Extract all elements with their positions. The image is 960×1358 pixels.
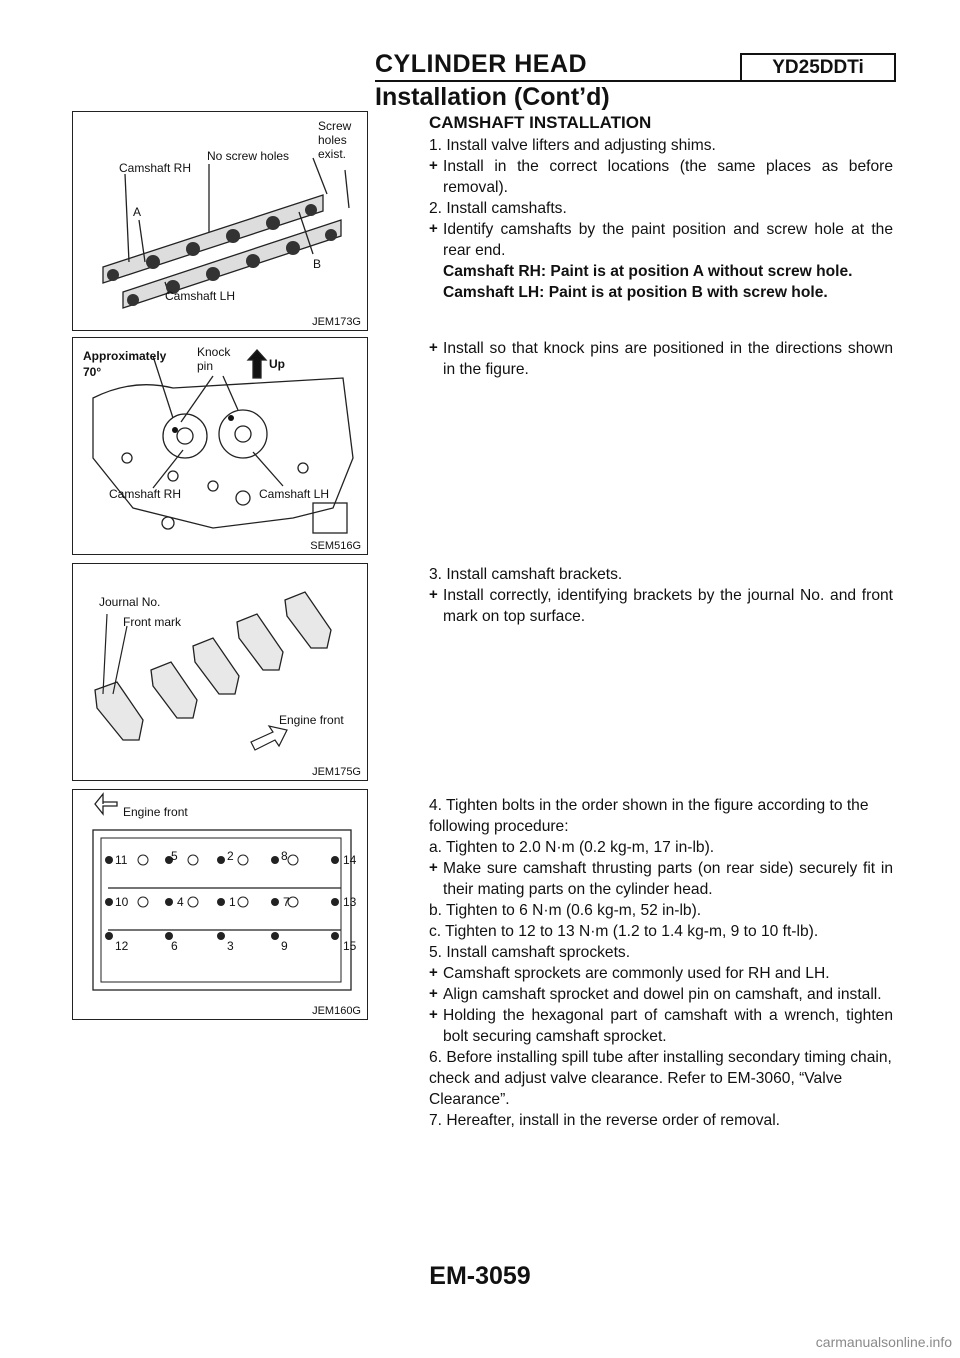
note-bullet: + Install in the correct locations (the same places as before removal). — [429, 156, 893, 198]
procedure-heading: CAMSHAFT INSTALLATION — [429, 113, 652, 132]
label-engine-front: Engine front — [279, 713, 344, 727]
watermark: carmanualsonline.info — [815, 1334, 952, 1350]
bolt-9: 9 — [281, 939, 288, 953]
bolt-12: 12 — [115, 939, 129, 953]
figure-code: JEM160G — [312, 1005, 361, 1017]
page-number: EM-3059 — [429, 1262, 531, 1290]
bolt-order-illustration — [73, 790, 367, 1019]
note-bullet: + Make sure camshaft thrusting parts (on rear side) securely fit in their mating parts on the cylinder head. — [429, 858, 893, 900]
bolt-4: 4 — [177, 895, 184, 909]
bolt-14: 14 — [343, 853, 357, 867]
step-1: 1. Install valve lifters and adjusting shims. — [429, 137, 716, 154]
label-journal-no: Journal No. — [99, 595, 161, 609]
figure-code: JEM175G — [312, 766, 361, 778]
spec-camshaft-lh: Camshaft LH: Paint is at position B with screw hole. — [443, 284, 828, 301]
step-3: 3. Install camshaft brackets. — [429, 566, 623, 583]
label-pin: pin — [197, 359, 214, 373]
figure-code: SEM516G — [310, 540, 361, 552]
note-bullet: + Install so that knock pins are positioned in the directions shown in the figure. — [429, 338, 893, 380]
label-engine-front: Engine front — [123, 805, 188, 819]
label-knock: Knock — [197, 345, 231, 359]
bolt-15: 15 — [343, 939, 357, 953]
label-up: Up — [269, 357, 285, 371]
step-4c: c. Tighten to 12 to 13 N·m (1.2 to 1.4 kg-m, 9 to 10 ft-lb). — [429, 923, 819, 940]
camshaft-brackets-illustration — [73, 564, 367, 780]
bolt-7: 7 — [283, 895, 290, 909]
note-bullet: + Camshaft sprockets are commonly used for RH and LH. — [429, 963, 893, 984]
section-knock-pins — [429, 338, 893, 380]
label-b: B — [313, 257, 322, 271]
label-holes: holes — [318, 133, 347, 147]
label-camshaft-lh: Camshaft LH — [259, 487, 330, 501]
bolt-6: 6 — [171, 939, 178, 953]
label-approximately: Approximately — [83, 349, 167, 363]
section-subtitle: Installation (Cont’d) — [375, 83, 610, 111]
bolt-11: 11 — [115, 853, 128, 867]
header-rule — [375, 80, 893, 82]
bolt-13: 13 — [343, 895, 357, 909]
label-a: A — [133, 205, 142, 219]
label-camshaft-rh: Camshaft RH — [109, 487, 182, 501]
label-70-degrees: 70° — [83, 365, 102, 379]
label-camshaft-rh: Camshaft RH — [119, 161, 192, 175]
section-tighten — [429, 795, 893, 1131]
note-bullet: + Identify camshafts by the paint position and screw hole at the rear end. — [429, 219, 893, 261]
figure-code: JEM173G — [312, 316, 361, 328]
section-brackets — [429, 564, 893, 627]
section-title: CYLINDER HEAD — [375, 50, 588, 78]
label-exist: exist. — [318, 147, 347, 161]
step-4a: a. Tighten to 2.0 N·m (0.2 kg-m, 17 in-lb). — [429, 839, 715, 856]
bolt-10: 10 — [115, 895, 129, 909]
figure-bolt-order — [72, 789, 368, 1020]
knock-pins-illustration — [73, 338, 367, 554]
bolt-3: 3 — [227, 939, 234, 953]
note-bullet: + Align camshaft sprocket and dowel pin on camshaft, and install. — [429, 984, 893, 1005]
step-4b: b. Tighten to 6 N·m (0.6 kg-m, 52 in-lb). — [429, 902, 702, 919]
engine-tag: YD25DDTi — [740, 53, 896, 82]
label-front-mark: Front mark — [123, 615, 182, 629]
bolt-2: 2 — [227, 849, 234, 863]
label-screw: Screw — [318, 119, 352, 133]
step-5: 5. Install camshaft sprockets. — [429, 944, 631, 961]
figure-camshaft-brackets — [72, 563, 368, 781]
note-bullet: + Holding the hexagonal part of camshaft with a wrench, tighten bolt securing camshaft sprocket. — [429, 1005, 893, 1047]
figure-knock-pins — [72, 337, 368, 555]
bolt-5: 5 — [171, 849, 178, 863]
spec-camshaft-rh: Camshaft RH: Paint is at position A without screw hole. — [443, 263, 853, 280]
label-camshaft-lh: Camshaft LH — [165, 289, 236, 303]
bolt-8: 8 — [281, 849, 288, 863]
step-2: 2. Install camshafts. — [429, 200, 567, 217]
figure-camshafts — [72, 111, 368, 331]
step-6: 6. Before installing spill tube after installing secondary timing chain, check and adjust valve clearance. Refer to EM-3060, “Valve Clearance”. — [429, 1049, 892, 1108]
step-7: 7. Hereafter, install in the reverse order of removal. — [429, 1112, 781, 1129]
note-bullet: + Install correctly, identifying brackets by the journal No. and front mark on top surface. — [429, 585, 893, 627]
label-no-screw-holes: No screw holes — [207, 149, 290, 163]
camshafts-illustration — [73, 112, 367, 330]
section-camshaft-install — [429, 112, 893, 303]
bolt-1: 1 — [229, 895, 236, 909]
step-4: 4. Tighten bolts in the order shown in the figure according to the following procedure: — [429, 797, 869, 835]
